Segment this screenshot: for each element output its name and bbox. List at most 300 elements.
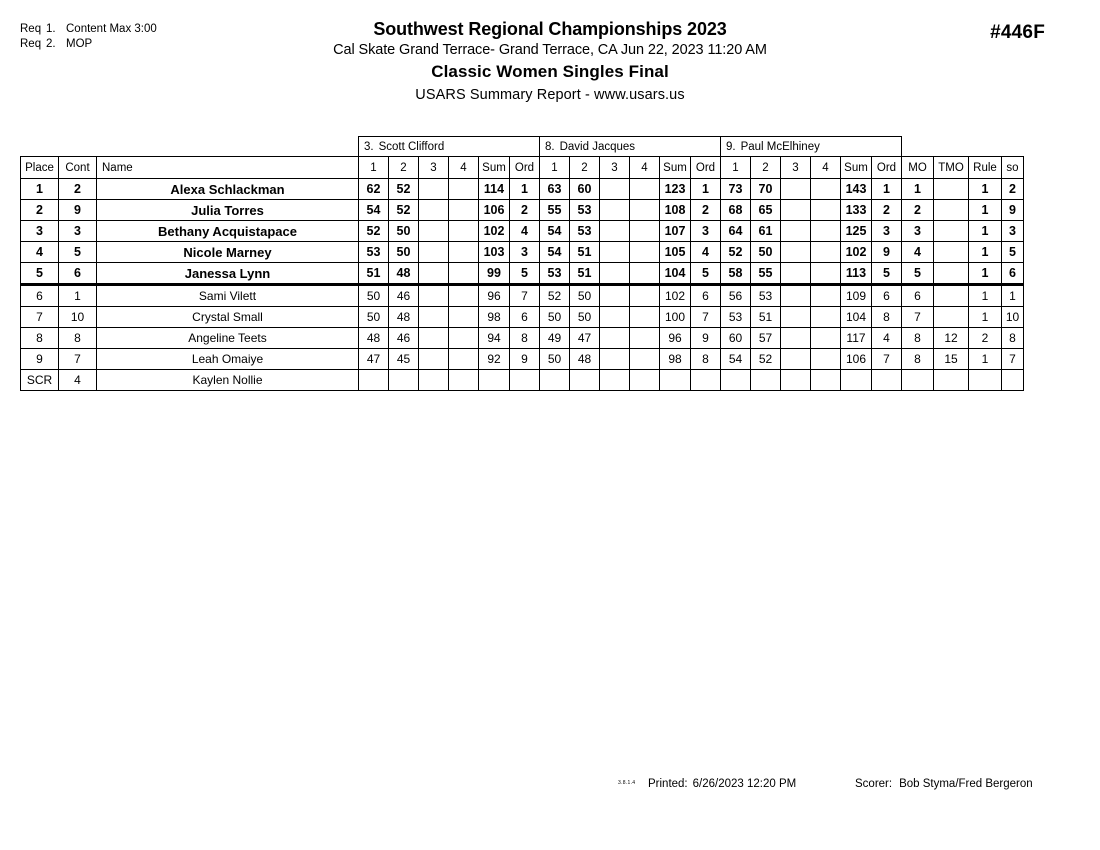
report-subtitle: USARS Summary Report - www.usars.us xyxy=(415,87,685,103)
cell-j1-s4 xyxy=(449,328,479,349)
cell-place: 5 xyxy=(21,263,59,285)
cell-j3-s1: 56 xyxy=(721,285,751,307)
column-header-j3-3: 3 xyxy=(781,157,811,179)
requirement-number: 1. xyxy=(46,23,56,35)
cell-j3-s4 xyxy=(811,307,841,328)
cell-j2-s2: 48 xyxy=(570,349,600,370)
cell-j2-s4 xyxy=(630,370,660,391)
cell-j1-s1: 51 xyxy=(359,263,389,285)
requirement-label: Req xyxy=(20,38,42,50)
report-header xyxy=(0,18,1100,106)
cell-j3-ord: 5 xyxy=(872,263,902,285)
requirement-text: Content Max 3:00 xyxy=(66,23,157,35)
cell-place: 7 xyxy=(21,307,59,328)
cell-j3-sum: 106 xyxy=(841,349,872,370)
cell-j1-sum: 99 xyxy=(479,263,510,285)
cell-j2-s2 xyxy=(570,370,600,391)
cell-tmo: 15 xyxy=(934,349,969,370)
cell-cont: 7 xyxy=(59,349,97,370)
cell-so: 2 xyxy=(1002,179,1024,200)
cell-j2-s3 xyxy=(600,328,630,349)
cell-j1-s1: 50 xyxy=(359,285,389,307)
cell-j2-s2: 47 xyxy=(570,328,600,349)
cell-j3-s2: 52 xyxy=(751,349,781,370)
cell-j1-s2: 50 xyxy=(389,221,419,242)
column-header-j3-4: 4 xyxy=(811,157,841,179)
column-header-j1-sum: Sum xyxy=(479,157,510,179)
cell-j1-s4 xyxy=(449,349,479,370)
cell-j1-ord: 7 xyxy=(510,285,540,307)
cell-j1-sum xyxy=(479,370,510,391)
printed-value: 6/26/2023 12:20 PM xyxy=(692,778,797,790)
column-header-j3-2: 2 xyxy=(751,157,781,179)
cell-so: 10 xyxy=(1002,307,1024,328)
column-header-j1-2: 2 xyxy=(389,157,419,179)
cell-j3-s1: 54 xyxy=(721,349,751,370)
cell-j1-s3 xyxy=(419,307,449,328)
cell-j3-s3 xyxy=(781,370,811,391)
cell-j2-sum: 104 xyxy=(660,263,691,285)
cell-j3-s3 xyxy=(781,179,811,200)
cell-place: 3 xyxy=(21,221,59,242)
cell-tmo xyxy=(934,285,969,307)
cell-j2-s4 xyxy=(630,263,660,285)
judge-name: Paul McElhiney xyxy=(740,140,820,153)
scorer-label: Scorer: xyxy=(855,778,893,790)
cell-j1-s1: 48 xyxy=(359,328,389,349)
cell-j1-ord: 1 xyxy=(510,179,540,200)
cell-j3-s1: 73 xyxy=(721,179,751,200)
cell-j3-s4 xyxy=(811,370,841,391)
cell-j2-ord: 8 xyxy=(691,349,721,370)
judge-band-row xyxy=(21,137,1024,157)
cell-j2-s4 xyxy=(630,200,660,221)
cell-j2-s2: 51 xyxy=(570,263,600,285)
cell-mo: 7 xyxy=(902,307,934,328)
cell-j1-s4 xyxy=(449,200,479,221)
cell-rule: 1 xyxy=(969,285,1002,307)
cell-tmo xyxy=(934,242,969,263)
cell-j3-ord: 2 xyxy=(872,200,902,221)
cell-j1-s3 xyxy=(419,200,449,221)
cell-j1-ord: 9 xyxy=(510,349,540,370)
cell-so: 9 xyxy=(1002,200,1024,221)
column-header-row xyxy=(21,157,1024,179)
cell-j2-s1: 54 xyxy=(540,242,570,263)
cell-j2-sum: 123 xyxy=(660,179,691,200)
event-number: #446F xyxy=(990,22,1045,43)
cell-j1-s1: 53 xyxy=(359,242,389,263)
cell-mo: 6 xyxy=(902,285,934,307)
cell-j3-s1: 52 xyxy=(721,242,751,263)
cell-name: Sami Vilett xyxy=(97,285,359,307)
cell-j2-s3 xyxy=(600,242,630,263)
table-row xyxy=(21,285,1024,307)
cell-j3-sum: 109 xyxy=(841,285,872,307)
column-header-place: Place xyxy=(21,157,59,179)
cell-j2-s1: 54 xyxy=(540,221,570,242)
cell-mo: 3 xyxy=(902,221,934,242)
cell-j2-ord: 9 xyxy=(691,328,721,349)
cell-j3-s4 xyxy=(811,200,841,221)
cell-rule: 1 xyxy=(969,349,1002,370)
cell-j2-s4 xyxy=(630,285,660,307)
cell-j1-ord: 5 xyxy=(510,263,540,285)
table-row xyxy=(21,307,1024,328)
cell-j2-sum xyxy=(660,370,691,391)
scorer-value: Bob Styma/Fred Bergeron xyxy=(899,778,1033,790)
cell-so: 3 xyxy=(1002,221,1024,242)
column-header-tmo: TMO xyxy=(934,157,969,179)
cell-j3-s3 xyxy=(781,307,811,328)
cell-name: Angeline Teets xyxy=(97,328,359,349)
cell-j1-s4 xyxy=(449,370,479,391)
cell-j1-s4 xyxy=(449,307,479,328)
cell-j3-sum: 133 xyxy=(841,200,872,221)
cell-j2-ord: 4 xyxy=(691,242,721,263)
cell-j1-s2: 50 xyxy=(389,242,419,263)
cell-j2-sum: 100 xyxy=(660,307,691,328)
cell-j2-s2: 60 xyxy=(570,179,600,200)
cell-j1-s3 xyxy=(419,328,449,349)
cell-j2-s1: 63 xyxy=(540,179,570,200)
cell-j2-s1: 49 xyxy=(540,328,570,349)
cell-j2-s4 xyxy=(630,242,660,263)
cell-j3-s3 xyxy=(781,221,811,242)
cell-j3-sum: 113 xyxy=(841,263,872,285)
cell-j2-sum: 105 xyxy=(660,242,691,263)
version-text: 3.8.1.4 xyxy=(618,780,636,786)
cell-j1-s2: 48 xyxy=(389,263,419,285)
cell-j1-s3 xyxy=(419,285,449,307)
cell-j2-ord: 7 xyxy=(691,307,721,328)
judge-name: Scott Clifford xyxy=(378,140,445,153)
cell-j2-s4 xyxy=(630,349,660,370)
column-header-j2-2: 2 xyxy=(570,157,600,179)
cell-j1-ord: 4 xyxy=(510,221,540,242)
cell-name: Nicole Marney xyxy=(97,242,359,263)
cell-j2-s3 xyxy=(600,221,630,242)
column-header-j2-4: 4 xyxy=(630,157,660,179)
column-header-j3-sum: Sum xyxy=(841,157,872,179)
cell-mo: 5 xyxy=(902,263,934,285)
cell-j2-s3 xyxy=(600,349,630,370)
cell-j2-s4 xyxy=(630,221,660,242)
cell-j2-s2: 50 xyxy=(570,307,600,328)
cell-j1-ord xyxy=(510,370,540,391)
cell-j2-s3 xyxy=(600,200,630,221)
cell-j1-s1: 54 xyxy=(359,200,389,221)
cell-so: 1 xyxy=(1002,285,1024,307)
cell-j3-s2: 70 xyxy=(751,179,781,200)
cell-j1-sum: 98 xyxy=(479,307,510,328)
cell-j1-s2: 46 xyxy=(389,285,419,307)
column-header-cont: Cont xyxy=(59,157,97,179)
cell-j2-s3 xyxy=(600,307,630,328)
cell-j2-s2: 50 xyxy=(570,285,600,307)
cell-j3-s4 xyxy=(811,242,841,263)
cell-j1-s2: 52 xyxy=(389,179,419,200)
judge-number: 8. xyxy=(545,140,555,153)
cell-mo: 2 xyxy=(902,200,934,221)
cell-j1-s2: 52 xyxy=(389,200,419,221)
cell-j3-s2: 65 xyxy=(751,200,781,221)
cell-name: Bethany Acquistapace xyxy=(97,221,359,242)
cell-j3-sum: 143 xyxy=(841,179,872,200)
table-row xyxy=(21,221,1024,242)
cell-tmo xyxy=(934,179,969,200)
cell-place: 1 xyxy=(21,179,59,200)
cell-j3-s2: 53 xyxy=(751,285,781,307)
requirement-label: Req xyxy=(20,23,42,35)
cell-tmo xyxy=(934,370,969,391)
judge-band-spacer-right xyxy=(902,137,1024,157)
cell-j2-ord: 3 xyxy=(691,221,721,242)
cell-rule: 1 xyxy=(969,242,1002,263)
column-header-j1-1: 1 xyxy=(359,157,389,179)
cell-j3-s4 xyxy=(811,328,841,349)
cell-so: 8 xyxy=(1002,328,1024,349)
cell-j1-s4 xyxy=(449,263,479,285)
cell-j3-s3 xyxy=(781,242,811,263)
cell-j2-ord: 5 xyxy=(691,263,721,285)
judge-band-spacer xyxy=(21,137,359,157)
cell-place: 9 xyxy=(21,349,59,370)
cell-place: 2 xyxy=(21,200,59,221)
cell-place: 4 xyxy=(21,242,59,263)
cell-j1-sum: 102 xyxy=(479,221,510,242)
cell-j2-s3 xyxy=(600,263,630,285)
cell-j2-sum: 108 xyxy=(660,200,691,221)
cell-j2-s3 xyxy=(600,179,630,200)
cell-j2-s1: 52 xyxy=(540,285,570,307)
column-header-j2-1: 1 xyxy=(540,157,570,179)
table-row xyxy=(21,242,1024,263)
cell-j2-s3 xyxy=(600,370,630,391)
cell-j3-s1: 68 xyxy=(721,200,751,221)
column-header-j3-1: 1 xyxy=(721,157,751,179)
cell-j2-s2: 53 xyxy=(570,221,600,242)
judge-number: 9. xyxy=(726,140,736,153)
cell-j1-s2: 48 xyxy=(389,307,419,328)
cell-j1-s4 xyxy=(449,179,479,200)
cell-so: 6 xyxy=(1002,263,1024,285)
cell-j1-ord: 3 xyxy=(510,242,540,263)
judge-number: 3. xyxy=(364,140,374,153)
cell-j1-s1: 47 xyxy=(359,349,389,370)
venue-datetime: Cal Skate Grand Terrace- Grand Terrace, CA Jun 22, 2023 11:20 AM xyxy=(333,42,767,58)
cell-j1-sum: 92 xyxy=(479,349,510,370)
cell-j3-ord: 6 xyxy=(872,285,902,307)
cell-j2-s4 xyxy=(630,307,660,328)
cell-mo: 8 xyxy=(902,349,934,370)
column-header-j2-3: 3 xyxy=(600,157,630,179)
cell-j2-s3 xyxy=(600,285,630,307)
column-header-j2-ord: Ord xyxy=(691,157,721,179)
cell-j1-s2: 45 xyxy=(389,349,419,370)
cell-name: Leah Omaiye xyxy=(97,349,359,370)
cell-j1-s3 xyxy=(419,221,449,242)
cell-cont: 4 xyxy=(59,370,97,391)
cell-j2-s4 xyxy=(630,328,660,349)
cell-j2-s1: 53 xyxy=(540,263,570,285)
scorer-credit xyxy=(855,778,1033,790)
cell-j3-s3 xyxy=(781,285,811,307)
cell-j3-s3 xyxy=(781,263,811,285)
cell-name: Kaylen Nollie xyxy=(97,370,359,391)
cell-j3-s3 xyxy=(781,328,811,349)
cell-j3-s1: 58 xyxy=(721,263,751,285)
cell-name: Julia Torres xyxy=(97,200,359,221)
cell-j1-s2 xyxy=(389,370,419,391)
cell-j1-s3 xyxy=(419,242,449,263)
cell-j2-ord: 1 xyxy=(691,179,721,200)
results-table xyxy=(20,136,1024,391)
cell-j3-s3 xyxy=(781,200,811,221)
cell-cont: 9 xyxy=(59,200,97,221)
cell-j2-sum: 102 xyxy=(660,285,691,307)
cell-rule: 2 xyxy=(969,328,1002,349)
cell-j3-s2: 61 xyxy=(751,221,781,242)
cell-j2-sum: 96 xyxy=(660,328,691,349)
cell-name: Crystal Small xyxy=(97,307,359,328)
cell-cont: 6 xyxy=(59,263,97,285)
cell-j2-s1 xyxy=(540,370,570,391)
cell-j2-s4 xyxy=(630,179,660,200)
cell-j1-s4 xyxy=(449,221,479,242)
cell-j1-sum: 103 xyxy=(479,242,510,263)
cell-j1-s3 xyxy=(419,370,449,391)
cell-j1-sum: 94 xyxy=(479,328,510,349)
cell-j1-s1: 52 xyxy=(359,221,389,242)
cell-so xyxy=(1002,370,1024,391)
cell-j2-s1: 50 xyxy=(540,307,570,328)
column-header-j3-ord: Ord xyxy=(872,157,902,179)
cell-mo: 8 xyxy=(902,328,934,349)
column-header-j1-ord: Ord xyxy=(510,157,540,179)
table-row xyxy=(21,328,1024,349)
cell-j3-s2: 57 xyxy=(751,328,781,349)
cell-j3-sum: 125 xyxy=(841,221,872,242)
printed-stamp xyxy=(648,778,796,790)
cell-j3-s3 xyxy=(781,349,811,370)
column-header-name: Name xyxy=(97,157,359,179)
cell-j3-s4 xyxy=(811,349,841,370)
cell-j3-s4 xyxy=(811,179,841,200)
cell-rule: 1 xyxy=(969,263,1002,285)
cell-mo: 1 xyxy=(902,179,934,200)
table-row xyxy=(21,349,1024,370)
cell-j1-s1: 62 xyxy=(359,179,389,200)
cell-cont: 5 xyxy=(59,242,97,263)
cell-j3-sum xyxy=(841,370,872,391)
cell-j3-s1: 60 xyxy=(721,328,751,349)
cell-place: SCR xyxy=(21,370,59,391)
cell-j3-s1: 64 xyxy=(721,221,751,242)
cell-cont: 10 xyxy=(59,307,97,328)
cell-j1-ord: 8 xyxy=(510,328,540,349)
cell-tmo: 12 xyxy=(934,328,969,349)
cell-cont: 1 xyxy=(59,285,97,307)
table-row xyxy=(21,179,1024,200)
cell-j3-s2: 55 xyxy=(751,263,781,285)
cell-j3-s4 xyxy=(811,221,841,242)
judge-name-header-1 xyxy=(359,137,540,157)
judge-name-header-2 xyxy=(540,137,721,157)
cell-name: Alexa Schlackman xyxy=(97,179,359,200)
column-header-j1-3: 3 xyxy=(419,157,449,179)
cell-j3-s2 xyxy=(751,370,781,391)
cell-j2-s1: 55 xyxy=(540,200,570,221)
cell-j1-s4 xyxy=(449,285,479,307)
cell-cont: 3 xyxy=(59,221,97,242)
cell-j3-sum: 104 xyxy=(841,307,872,328)
cell-j3-s2: 50 xyxy=(751,242,781,263)
cell-j3-s1: 53 xyxy=(721,307,751,328)
cell-j2-s1: 50 xyxy=(540,349,570,370)
judge-name-header-3 xyxy=(721,137,902,157)
cell-mo xyxy=(902,370,934,391)
requirement-text: MOP xyxy=(66,38,93,50)
cell-so: 7 xyxy=(1002,349,1024,370)
printed-label: Printed: xyxy=(648,778,688,790)
results-table-container xyxy=(20,136,1024,391)
cell-name: Janessa Lynn xyxy=(97,263,359,285)
cell-j1-s2: 46 xyxy=(389,328,419,349)
cell-j1-ord: 6 xyxy=(510,307,540,328)
cell-cont: 2 xyxy=(59,179,97,200)
cell-mo: 4 xyxy=(902,242,934,263)
cell-j2-ord: 2 xyxy=(691,200,721,221)
cell-place: 6 xyxy=(21,285,59,307)
cell-j3-sum: 117 xyxy=(841,328,872,349)
cell-j3-ord: 7 xyxy=(872,349,902,370)
cell-j3-s4 xyxy=(811,285,841,307)
cell-j1-sum: 114 xyxy=(479,179,510,200)
column-header-j2-sum: Sum xyxy=(660,157,691,179)
cell-j2-ord xyxy=(691,370,721,391)
cell-rule: 1 xyxy=(969,179,1002,200)
cell-tmo xyxy=(934,263,969,285)
competition-title: Southwest Regional Championships 2023 xyxy=(373,19,727,39)
cell-rule: 1 xyxy=(969,307,1002,328)
cell-rule: 1 xyxy=(969,221,1002,242)
table-row xyxy=(21,200,1024,221)
cell-j3-s4 xyxy=(811,263,841,285)
cell-tmo xyxy=(934,307,969,328)
column-header-mo: MO xyxy=(902,157,934,179)
cell-j3-sum: 102 xyxy=(841,242,872,263)
cell-j2-sum: 98 xyxy=(660,349,691,370)
cell-j1-s3 xyxy=(419,263,449,285)
requirement-number: 2. xyxy=(46,38,56,50)
cell-so: 5 xyxy=(1002,242,1024,263)
cell-j1-sum: 96 xyxy=(479,285,510,307)
cell-j1-s3 xyxy=(419,179,449,200)
cell-j1-s1: 50 xyxy=(359,307,389,328)
column-header-j1-4: 4 xyxy=(449,157,479,179)
cell-j1-s4 xyxy=(449,242,479,263)
cell-j1-s3 xyxy=(419,349,449,370)
cell-j3-ord: 8 xyxy=(872,307,902,328)
cell-j3-ord: 9 xyxy=(872,242,902,263)
cell-rule xyxy=(969,370,1002,391)
cell-j3-s1 xyxy=(721,370,751,391)
cell-j3-s2: 51 xyxy=(751,307,781,328)
cell-place: 8 xyxy=(21,328,59,349)
cell-j1-s1 xyxy=(359,370,389,391)
cell-j3-ord: 3 xyxy=(872,221,902,242)
